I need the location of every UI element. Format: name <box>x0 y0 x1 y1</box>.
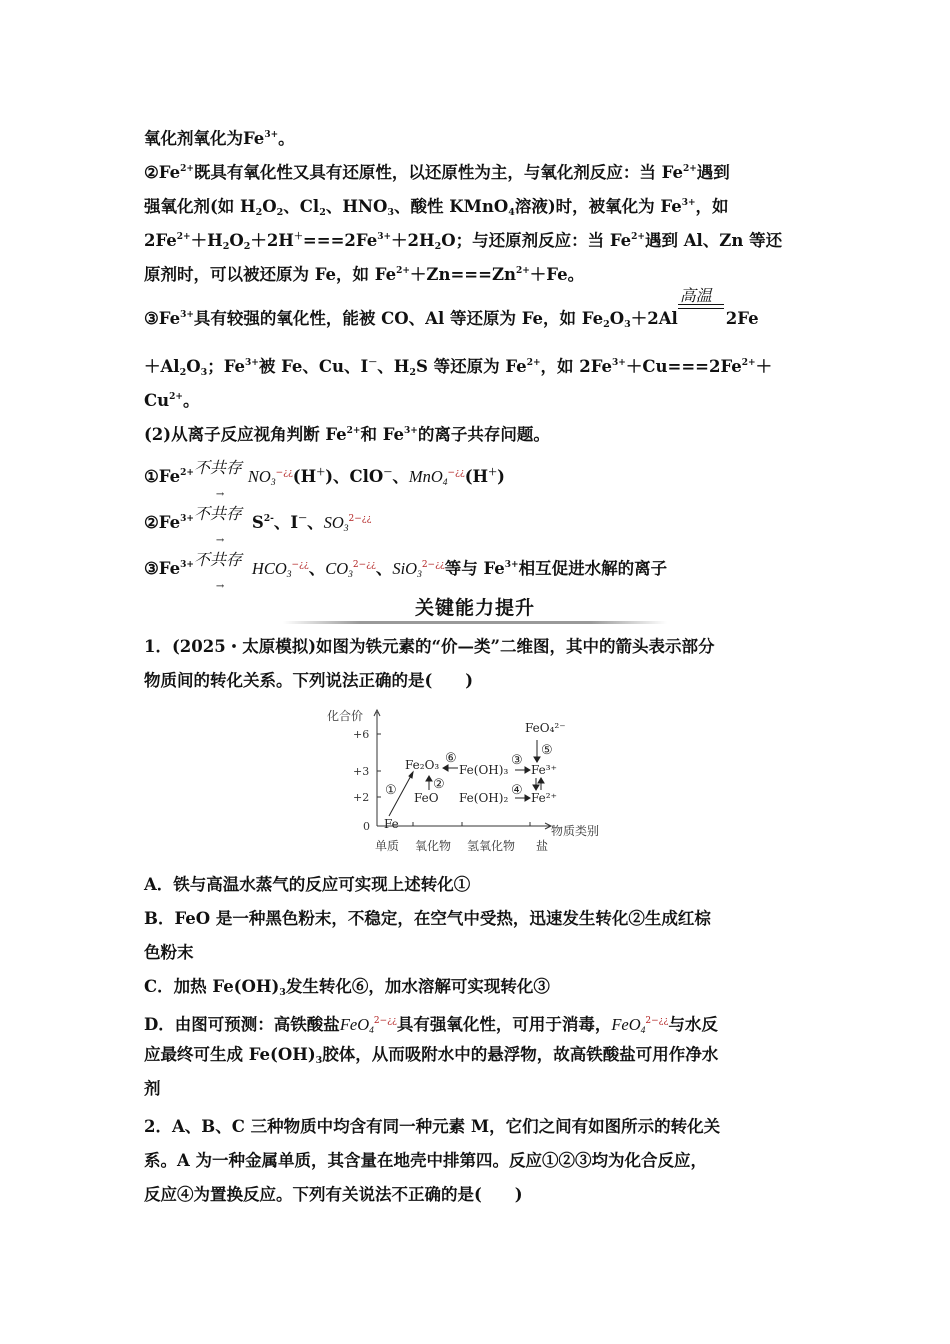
step-5: ⑤ <box>541 743 553 758</box>
diagram-ytick-2: +2 <box>353 791 370 804</box>
diagram-ytick-6: +6 <box>353 728 370 741</box>
q2-stem-2: 系。A 为一种金属单质，其含量在地壳中排第四。反应①②③均为化合反应， <box>144 1151 708 1170</box>
section-underline <box>283 621 667 624</box>
diagram-ytick-0: 0 <box>363 820 370 833</box>
diagram-xcat-oxide: 氧化物 <box>415 839 452 853</box>
diagram-fe2: Fe²⁺ <box>531 791 557 805</box>
q1-option-d-2: 应最终可生成 $Fe(OH)_3$胶体，从而吸附水中的悬浮物，故高铁酸盐可用作净水 <box>144 1045 719 1066</box>
intro-line-8: $Cu^{2+}$。 <box>144 391 200 410</box>
diagram-feoh3: Fe(OH)₃ <box>459 763 509 777</box>
not-coexist-arrow: 不共存 → <box>193 506 242 546</box>
intro-line-6: $③Fe^{3+}$具有较强的氧化性，能被 CO、Al 等还原为 Fe，如 $Fe_2O_3+2Al$ 高温 2Fe <box>144 288 759 330</box>
diagram-feo: FeO <box>414 791 439 805</box>
diagram-fe2o3: Fe₂O₃ <box>405 758 440 772</box>
q1-option-d-1: D．由图可预测：高铁酸盐FeO$_4^{2-¿¿}$具有强氧化性，可用于消毒，FeO$_4^{2-¿¿}$与水反 <box>144 1015 718 1036</box>
intro-line-1: 氧化剂氧化为$Fe^{3+}$。 <box>144 129 295 148</box>
coexist-line-2: $②Fe^{3+}$ 不共存 → $S^{2-}$、I－、$SO_3^{2-¿¿}$ <box>144 506 372 546</box>
question-1 <box>144 630 808 698</box>
diagram-fe: Fe <box>384 817 399 831</box>
diagram-feoh2: Fe(OH)₂ <box>459 791 509 805</box>
step-4: ④ <box>511 783 523 798</box>
intro-line-3: 强氧化剂(如 $H_2O_2$、$Cl_2$、$HNO_3$、酸性 KMnO$_4$溶液)时，被氧化为 $Fe^{3+}$，如 <box>144 197 729 218</box>
diagram-fe3: Fe³⁺ <box>531 763 557 777</box>
q1-option-b-1: B．FeO 是一种黑色粉末，不稳定，在空气中受热，迅速发生转化②生成红棕 <box>144 909 711 928</box>
question-1-options <box>144 868 808 1106</box>
intro-line-2: $②Fe^{2+}$既具有氧化性又具有还原性，以还原性为主，与氧化剂反应：当 $Fe^{2+}$遇到 <box>144 163 730 182</box>
question-2 <box>144 1110 808 1212</box>
coexist-line-1: $①Fe^{2+}$ 不共存 → $NO_3^{-¿¿}(H^+)$、ClO－、MnO$_4$−¿¿(H＋) <box>144 460 505 500</box>
q1-option-a: A．铁与高温水蒸气的反应可实现上述转化① <box>144 875 471 894</box>
q1-option-b-2: 色粉末 <box>144 943 194 962</box>
q1-option-c: C．加热 $Fe(OH)_3$发生转化⑥，加水溶解可实现转化③ <box>144 977 550 998</box>
step-2: ② <box>433 777 445 792</box>
intro-line-7: $+Al_2O_3$；$Fe^{3+}$被 Fe、Cu、I－、$H_2S$ 等还原为 $Fe^{2+}$，如 $2Fe^{3+}+Cu===2Fe^{2+}+$ <box>144 357 773 378</box>
section-title: 关键能力提升 <box>414 597 535 619</box>
q1-stem-1: 1．(2025・太原模拟)如图为铁元素的“价—类”二维图，其中的箭头表示部分 <box>144 637 715 656</box>
section-banner <box>283 590 667 624</box>
diagram-ylabel: 化合价 <box>327 709 364 723</box>
step-3: ③ <box>511 753 523 768</box>
not-coexist-arrow: 不共存 → <box>193 460 242 500</box>
diagram-xcat-salt: 盐 <box>536 839 549 853</box>
step-1: ① <box>385 783 397 798</box>
coexist-line-3: $③Fe^{3+}$ 不共存 → $HCO_3^{-¿¿}$、$CO_3^{2-¿¿}$、SiO$_3^{2-¿¿}$等与 $Fe^{3+}$相互促进水解的离子 <box>144 552 668 592</box>
intro-line-4: $2Fe^{2+}+H_2O_2+2H^+===2Fe^{3+}+2H_2O$；与还原剂反应：当 $Fe^{2+}$遇到 Al、Zn 等还 <box>144 231 783 252</box>
step-6: ⑥ <box>445 751 457 766</box>
q1-stem-2: 物质间的转化关系。下列说法正确的是( ) <box>144 671 474 690</box>
diagram-xcat-element: 单质 <box>375 839 400 853</box>
not-coexist-arrow: 不共存 → <box>193 552 242 592</box>
diagram-feo4: FeO₄²⁻ <box>525 721 566 735</box>
intro-line-5: 原剂时，可以被还原为 Fe，如 $Fe^{2+}+Zn===Zn^{2+}+Fe$。 <box>144 265 585 284</box>
q2-stem-1: 2．A、B、C 三种物质中均含有同一种元素 M，它们之间有如图所示的转化关 <box>144 1117 721 1136</box>
diagram-ytick-3: +3 <box>353 765 370 778</box>
diagram-xcat-hydroxide: 氢氧化物 <box>467 839 516 853</box>
high-temp-condition: 高温 <box>678 304 726 324</box>
valence-class-diagram <box>325 706 615 858</box>
q2-stem-3: 反应④为置换反应。下列有关说法不正确的是( ) <box>144 1185 523 1204</box>
diagram-xlabel: 物质类别 <box>551 824 600 838</box>
intro-text <box>144 118 808 592</box>
q1-option-d-3: 剂 <box>144 1079 161 1098</box>
intro-line-9: (2)从离子反应视角判断 $Fe^{2+}$和 $Fe^{3+}$的离子共存问题。 <box>144 425 550 444</box>
